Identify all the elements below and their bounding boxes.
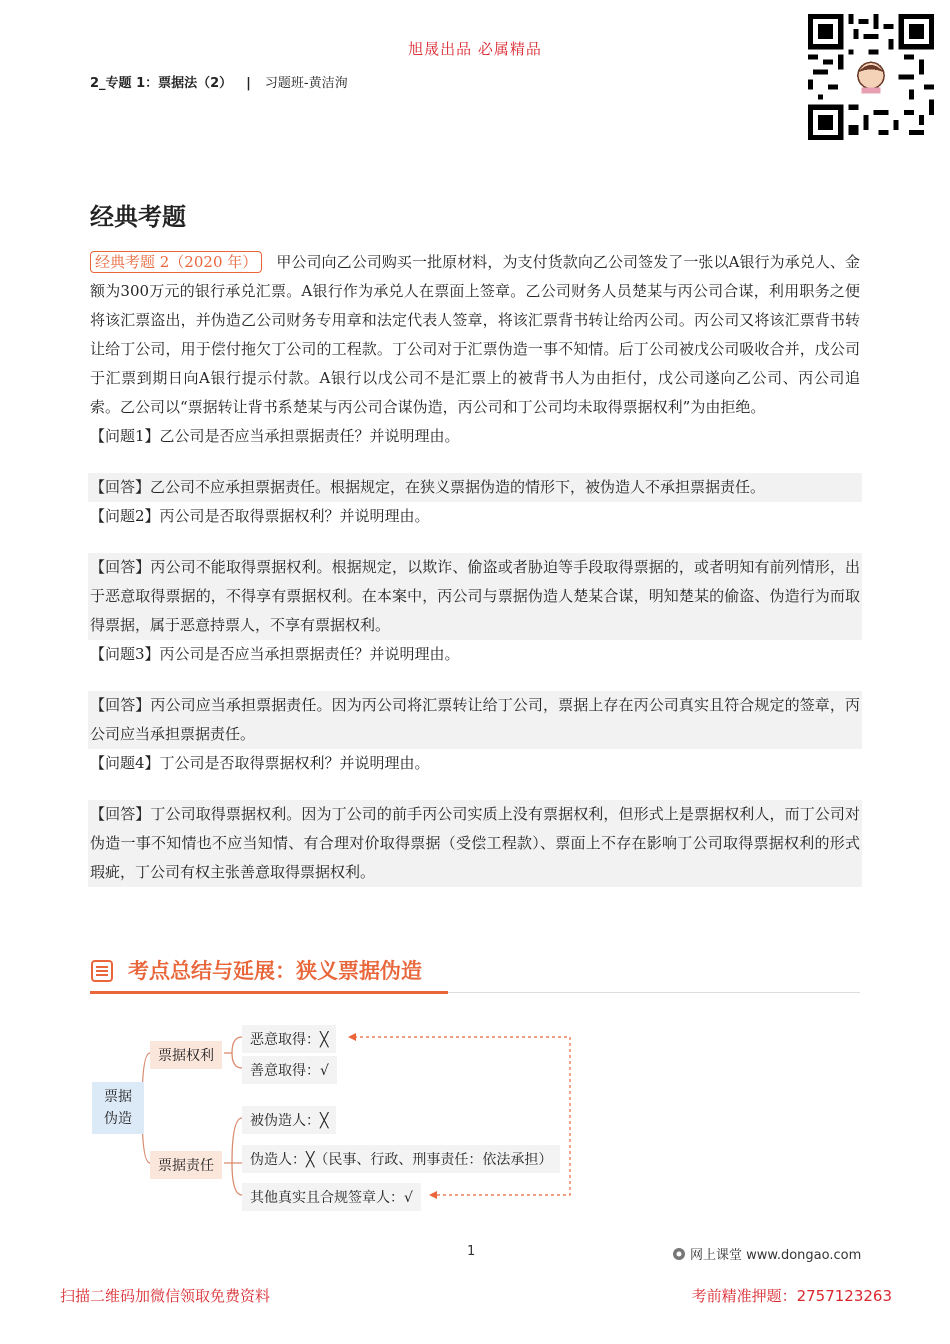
section-title: 经典考题 <box>90 202 186 231</box>
question-1: 【问题1】乙公司是否应当承担票据责任？并说明理由。 <box>90 427 460 445</box>
mindmap-rights: 票据权利 <box>150 1041 222 1069</box>
question-tag: 经典考题 2（2020 年） <box>90 251 262 273</box>
answer-1: 【回答】乙公司不应承担票据责任。根据规定，在狭义票据伪造的情形下，被伪造人不承担票据责任。 <box>88 473 862 502</box>
page-number: 1 <box>467 1244 476 1259</box>
answer-2: 【回答】丙公司不能取得票据权利。根据规定，以欺诈、偷盗或者胁迫等手段取得票据的，或者明知有前列情形，出于恶意取得票据的，不得享有票据权利。在本案中，丙公司与票据伪造人楚某合谋，明知楚某的偷盗、伪造行为而取得票据，属于恶意持票人，不享有票据权利。 <box>88 553 862 640</box>
question-3: 【问题3】丙公司是否应当承担票据责任？并说明理由。 <box>90 645 460 663</box>
course-title: 2_专题 1：票据法（2） <box>90 76 233 91</box>
header-separator: | <box>246 76 251 91</box>
question-body: 甲公司向乙公司购买一批原材料，为支付货款向乙公司签发了一张以A银行为承兑人、金额为300万元的银行承兑汇票。A银行作为承兑人在票面上签章。乙公司财务人员楚某与丙公司合谋，利用职务之便将该汇票盗出，并伪造乙公司财务专用章和法定代表人签章，将该汇票背书转让给丙公司。丙公司又将该汇票背书转让给丁公司，用于偿付拖欠丁公司的工程款。丁公司对于汇票伪造一事不知情。后丁公司被戊公司吸收合并，戊公司于汇票到期日向A银行提示付款。A银行以戊公司不是汇票上的被背书人为由拒付，戊公司遂向乙公司、丙公司追索。乙公司以“票据转让背书系楚某与丙公司合谋伪造，丙公司和丁公司均未取得票据权利”为由拒绝。 <box>90 253 860 416</box>
liability-forger: 伪造人：╳（民事、行政、刑事责任：依法承担） <box>242 1145 560 1173</box>
liability-other-signers: 其他真实且合规签章人：√ <box>242 1183 421 1211</box>
brand-logo-icon <box>672 1247 686 1261</box>
footer-brand-text: 网上课堂 www.dongao.com <box>690 1248 862 1263</box>
summary-title: 考点总结与延展：狭义票据伪造 <box>128 958 422 983</box>
rights-good-faith: 善意取得：√ <box>242 1056 337 1084</box>
top-banner: 旭晟出品 必属精品 <box>408 40 542 58</box>
teacher-name: 习题班-黄洁洵 <box>264 76 348 91</box>
rights-malicious: 恶意取得：╳ <box>242 1025 336 1053</box>
liability-forged-party: 被伪造人：╳ <box>242 1106 336 1134</box>
bottom-promo-right: 考前精准押题：2757123263 <box>691 1287 892 1305</box>
answer-4: 【回答】丁公司取得票据权利。因为丁公司的前手丙公司实质上没有票据权利，但形式上是票据权利人，而丁公司对伪造一事不知情也不应当知情、有合理对价取得票据（受偿工程款）、票面上不存在影响丁公司取得票据权利的形式瑕疵，丁公司有权主张善意取得票据权利。 <box>88 800 862 887</box>
bottom-promo-left: 扫描二维码加微信领取免费资料 <box>60 1287 271 1305</box>
mindmap-root: 票据伪造 <box>92 1082 144 1134</box>
mindmap-liability: 票据责任 <box>150 1151 222 1179</box>
footer-brand <box>672 1244 861 1263</box>
answer-3: 【回答】丙公司应当承担票据责任。因为丙公司将汇票转让给丁公司，票据上存在丙公司真实且符合规定的签章，丙公司应当承担票据责任。 <box>88 691 862 749</box>
question-4: 【问题4】丁公司是否取得票据权利？并说明理由。 <box>90 754 430 772</box>
question-2: 【问题2】丙公司是否取得票据权利？并说明理由。 <box>90 507 430 525</box>
